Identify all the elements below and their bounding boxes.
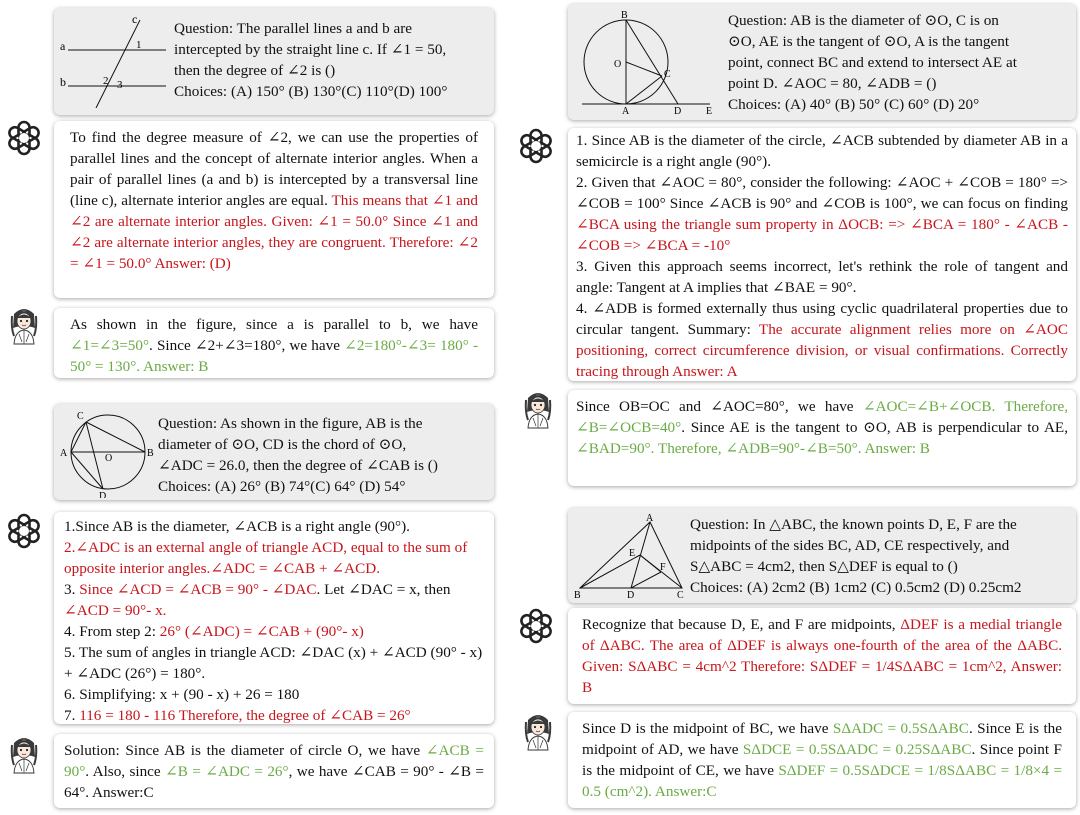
- anime-avatar-icon: [8, 735, 40, 775]
- question-text-2: [158, 413, 486, 497]
- question-box-4: [568, 508, 1076, 603]
- fig-label-B: B: [147, 448, 154, 459]
- ours-answer-box-1: [54, 308, 494, 378]
- question-line: intercepted by the straight line c. If ∠1 = 50,: [174, 41, 447, 58]
- gpt-wrong-step: 2.∠ADC is an external angle of triangle ACD, equal to the sum of opposite interior angles.∠ADC = ∠CAB + ∠ACD.: [64, 539, 468, 577]
- ours-text: . Since point F is the midpoint of CE, we have: [582, 741, 1062, 779]
- ours-text: . Since E is the midpoint of AD, we have: [582, 720, 1063, 758]
- gpt-text: 7.: [64, 707, 80, 724]
- fig-label-a: a: [60, 39, 66, 53]
- question-line: point D. ∠AOC = 80, ∠ADB = (): [728, 75, 937, 92]
- gpt-answer-box-3: [568, 128, 1076, 381]
- fig-label-3: 3: [117, 79, 123, 91]
- ours-text: . Since ∠2+∠3=180°, we have: [149, 337, 345, 354]
- gpt-step: 1. Since AB is the diameter of the circle, ∠ACB subtended by diameter AB in a semicircle is a right angle (90°).: [576, 132, 1068, 170]
- gpt-text: 3.: [64, 581, 80, 598]
- openai-logo-icon: [6, 120, 42, 156]
- question-line: Question: The parallel lines a and b are: [174, 20, 412, 37]
- triangle-midpoints-figure: [572, 512, 690, 598]
- anime-avatar-icon: [8, 306, 40, 346]
- fig-label-C: C: [664, 69, 671, 80]
- gpt-step: 5. The sum of angles in triangle ACD: ∠DAC (x) + ∠ACD (90° - x) + ∠ADC (26°) = 180°.: [64, 644, 483, 682]
- ours-key-step: SΔADC = 0.5SΔABC: [832, 720, 969, 737]
- ours-answer-box-4: [568, 712, 1076, 808]
- ours-key-step: ∠ACB = 90°: [64, 742, 484, 780]
- gpt-answer-box-2: [54, 512, 494, 724]
- ours-key-step: SΔDCE = 0.5SΔADC = 0.25SΔABC: [742, 741, 972, 758]
- gpt-wrong-text: Since ∠ACD = ∠ACB = 90° - ∠DAC: [79, 581, 317, 598]
- gpt-text: To find the degree measure of ∠2, we can use the properties of parallel lines and the concept of alternate interior angles. When a pair of parallel lines (a and b) is intercepted by a transversal line (line c), alternate interior angles are equal.: [70, 129, 478, 209]
- gpt-wrong-text: ∠ACD = 90°- x.: [64, 602, 167, 619]
- fig-label-O: O: [105, 453, 113, 464]
- question-line: Question: AB is the diameter of ⊙O, C is on: [728, 12, 999, 29]
- question-choices: Choices: (A) 150° (B) 130°(C) 110°(D) 100°: [174, 83, 448, 100]
- circle-chord-figure: [58, 408, 158, 498]
- gpt-wrong-text: This means that ∠1 and ∠2 are alternate interior angles. Given: ∠1 = 50.0° Since ∠1 and ∠2 are alternate interior angles, they are congruent. Therefore: ∠2 = ∠1 = 50.0° Answer: (D): [70, 192, 478, 272]
- fig-label-E: E: [629, 548, 636, 559]
- gpt-step: [64, 621, 484, 642]
- question-text-3: [728, 10, 1068, 115]
- question-text-4: [690, 514, 1070, 598]
- gpt-text: 4. From step 2:: [64, 623, 160, 640]
- fig-label-D: D: [627, 590, 635, 598]
- gpt-text: Recognize that because D, E, and F are midpoints,: [582, 616, 901, 633]
- fig-label-D: D: [674, 106, 682, 114]
- gpt-wrong-text: ∠BCA using the triangle sum property in ΔOCB: => ∠BCA = 180° - ∠ACB - ∠COB => ∠BCA = -10°: [576, 216, 1068, 254]
- ours-answer-box-3: [568, 390, 1076, 486]
- question-choices: Choices: (A) 26° (B) 74°(C) 64° (D) 54°: [158, 478, 406, 495]
- openai-logo-icon: [518, 608, 554, 644]
- ours-text: . Also, since: [85, 763, 166, 780]
- openai-logo-icon: [518, 128, 554, 164]
- gpt-text: 2. Given that ∠AOC = 80°, consider the following: ∠AOC + ∠COB = 180° => ∠COB = 100° Since ∠ACB is 90° and ∠COB is 100°, we can focus on finding: [576, 174, 1068, 212]
- fig-label-D: D: [99, 491, 107, 498]
- fig-label-b: b: [60, 75, 66, 89]
- ours-key-step: ∠BAD=90°. Therefore, ∠ADB=90°-∠B=50°. Answer: B: [576, 440, 930, 457]
- ours-text: Since D is the midpoint of BC, we have: [582, 720, 833, 737]
- fig-label-O: O: [614, 59, 622, 70]
- gpt-answer-box-4: [568, 608, 1076, 704]
- gpt-text: . Let ∠DAC = x, then: [316, 581, 451, 598]
- fig-label-F: F: [660, 562, 666, 573]
- ours-key-step: ∠1=∠3=50°: [70, 337, 150, 354]
- ours-key-step: SΔDEF = 0.5SΔDCE = 1/8SΔABC = 1/8×4 = 0.5 (cm^2). Answer:C: [582, 762, 1063, 800]
- question-line: then the degree of ∠2 is (): [174, 62, 336, 79]
- question-line: Question: In △ABC, the known points D, E, F are the: [690, 516, 1017, 533]
- ours-key-step: ∠AOC=∠B+∠OCB. Therefore, ∠B=∠OCB=40°: [576, 398, 1068, 436]
- ours-text: As shown in the figure, since a is parallel to b, we have: [70, 316, 478, 333]
- question-line: point, connect BC and extend to intersect AE at: [728, 54, 1017, 71]
- ours-key-step: ∠2=180°-∠3= 180° - 50° = 130°. Answer: B: [70, 337, 478, 375]
- fig-label-1: 1: [136, 39, 142, 51]
- gpt-wrong-text: ΔDEF is a medial triangle of ΔABC. The area of ΔDEF is always one-fourth of the area of the ΔABC. Given: SΔABC = 4cm^2 Therefore: SΔDEF = 1/4SΔABC = 1cm^2, Answer: B: [582, 616, 1062, 696]
- fig-label-B: B: [621, 10, 628, 21]
- gpt-step: [576, 298, 1068, 382]
- ours-text: Since OB=OC and ∠AOC=80°, we have: [576, 398, 863, 415]
- question-text-1: [174, 18, 486, 102]
- question-line: ∠ADC = 26.0, then the degree of ∠CAB is (): [158, 457, 438, 474]
- gpt-step: [576, 172, 1068, 256]
- gpt-wrong-text: The accurate alignment relies more on ∠AOC positioning, correct circumference division, or visual confirmations. Correctly tracing through Answer: A: [576, 321, 1069, 380]
- question-box-2: [54, 404, 494, 500]
- question-line: S△ABC = 4cm2, then S△DEF is equal to (): [690, 558, 958, 575]
- question-line: diameter of ⊙O, CD is the chord of ⊙O,: [158, 436, 407, 453]
- question-choices: Choices: (A) 40° (B) 50° (C) 60° (D) 20°: [728, 96, 980, 113]
- gpt-step: [64, 579, 484, 621]
- question-box-3: [568, 4, 1076, 120]
- fig-label-C: C: [77, 411, 84, 422]
- fig-label-E: E: [706, 106, 713, 114]
- ours-answer-box-2: [54, 734, 494, 808]
- ours-key-step: ∠B = ∠ADC = 26°: [165, 763, 289, 780]
- gpt-text: 4. ∠ADB is formed externally thus using cyclic quadrilateral properties due to circular tangent. Summary:: [576, 300, 1068, 338]
- gpt-step: 1.Since AB is the diameter, ∠ACB is a right angle (90°).: [64, 518, 410, 535]
- question-box-1: [54, 8, 494, 115]
- question-line: ⊙O, AE is the tangent of ⊙O, A is the tangent: [728, 33, 1010, 50]
- gpt-step: 3. Given this approach seems incorrect, let's rethink the role of tangent and angle: Tangent at A implies that ∠BAE = 90°.: [576, 258, 1068, 296]
- gpt-step: [64, 705, 484, 726]
- ours-text: . Since AE is the tangent to ⊙O, AB is perpendicular to AE,: [681, 419, 1068, 436]
- parallel-lines-figure: [60, 14, 168, 108]
- ours-text: Solution: Since AB is the diameter of circle O, we have: [64, 742, 426, 759]
- anime-avatar-icon: [522, 390, 554, 430]
- gpt-answer-box-1: [54, 121, 494, 298]
- anime-avatar-icon: [522, 712, 554, 752]
- question-line: Question: As shown in the figure, AB is the: [158, 415, 423, 432]
- fig-label-C: C: [677, 590, 684, 598]
- fig-label-2: 2: [103, 75, 109, 87]
- gpt-wrong-text: 26° (∠ADC) = ∠CAB + (90°- x): [159, 623, 364, 640]
- fig-label-B: B: [574, 590, 581, 598]
- circle-tangent-figure: [582, 10, 722, 114]
- gpt-wrong-text: 116 = 180 - 116 Therefore, the degree of ∠CAB = 26°: [79, 707, 411, 724]
- fig-label-A: A: [60, 448, 68, 459]
- fig-label-A: A: [646, 513, 654, 524]
- ours-text: , we have ∠CAB = 90° - ∠B = 64°. Answer:C: [64, 763, 484, 801]
- fig-label-A: A: [622, 106, 630, 114]
- fig-label-c: c: [132, 14, 138, 26]
- question-choices: Choices: (A) 2cm2 (B) 1cm2 (C) 0.5cm2 (D) 0.25cm2: [690, 579, 1022, 596]
- gpt-step: 6. Simplifying: x + (90 - x) + 26 = 180: [64, 686, 300, 703]
- question-line: midpoints of the sides BC, AD, CE respectively, and: [690, 537, 1010, 554]
- openai-logo-icon: [6, 513, 42, 549]
